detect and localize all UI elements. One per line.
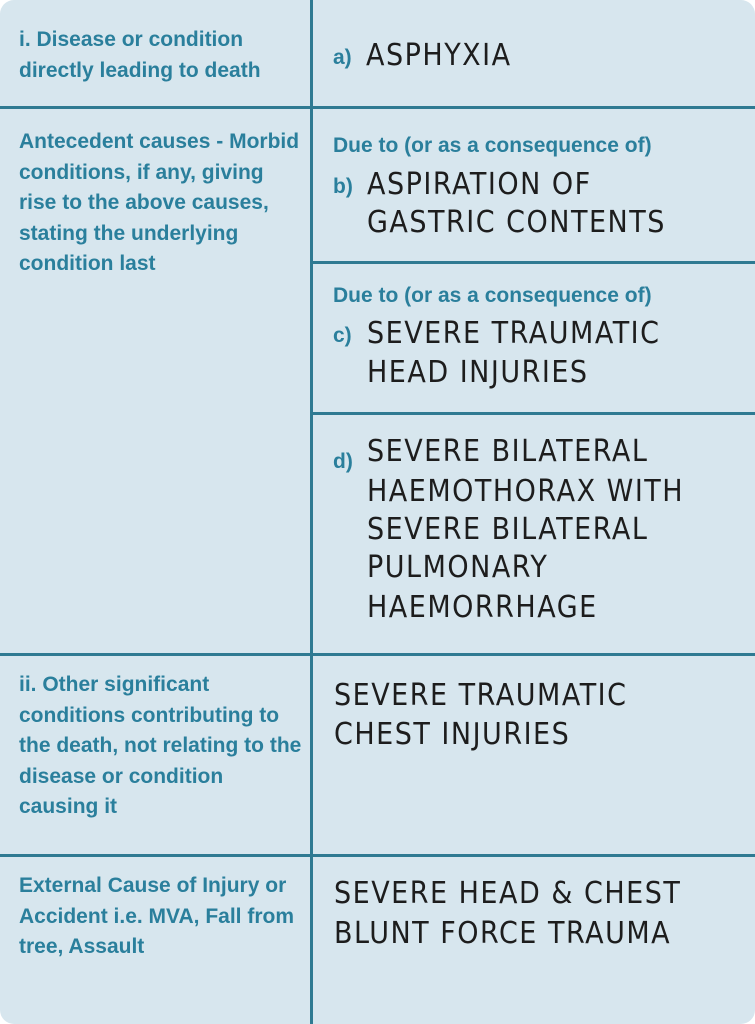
antecedent-d-entry-line[interactable]: HAEMOTHORAX WITH [367, 474, 685, 509]
immediate-cause-label: i. Disease or condition directly leading to death [19, 28, 261, 82]
antecedent-d-entry-line[interactable]: SEVERE BILATERAL [367, 512, 649, 547]
antecedent-causes-label: Antecedent causes - Morbid conditions, if any, giving rise to the above causes, stating the underlying condition last [19, 130, 300, 275]
other-conditions-label: ii. Other significant conditions contributing to the death, not relating to the disease or condition causing it [19, 673, 302, 818]
row-divider [0, 653, 755, 656]
column-divider [310, 0, 313, 1024]
due-to-label-b: Due to (or as a consequence of) [333, 134, 652, 157]
antecedent-b-entry-line[interactable]: ASPIRATION OF [367, 167, 592, 202]
row-divider [312, 261, 755, 264]
item-letter-b: b) [333, 175, 353, 198]
item-letter-c: c) [333, 324, 352, 347]
other-conditions-entry-line[interactable]: SEVERE TRAUMATIC [334, 678, 628, 713]
antecedent-b-entry-line[interactable]: GASTRIC CONTENTS [367, 205, 666, 240]
row-divider [0, 106, 755, 109]
external-cause-entry-line[interactable]: SEVERE HEAD & CHEST [334, 876, 682, 911]
due-to-label-c: Due to (or as a consequence of) [333, 284, 652, 307]
other-conditions-entry-line[interactable]: CHEST INJURIES [334, 717, 571, 752]
antecedent-d-entry-line[interactable]: SEVERE BILATERAL [367, 434, 649, 469]
row-divider [0, 854, 755, 857]
antecedent-d-entry-line[interactable]: HAEMORRHAGE [367, 590, 598, 625]
item-letter-a: a) [333, 46, 352, 69]
external-cause-label: External Cause of Injury or Accident i.e. MVA, Fall from tree, Assault [19, 874, 294, 958]
external-cause-entry-line[interactable]: BLUNT FORCE TRAUMA [334, 916, 672, 951]
antecedent-d-entry-line[interactable]: PULMONARY [367, 550, 549, 585]
row-divider [312, 412, 755, 415]
item-letter-d: d) [333, 450, 353, 473]
immediate-cause-entry[interactable]: ASPHYXIA [366, 38, 512, 73]
antecedent-c-entry-line[interactable]: HEAD INJURIES [367, 355, 589, 390]
antecedent-c-entry-line[interactable]: SEVERE TRAUMATIC [367, 316, 661, 351]
